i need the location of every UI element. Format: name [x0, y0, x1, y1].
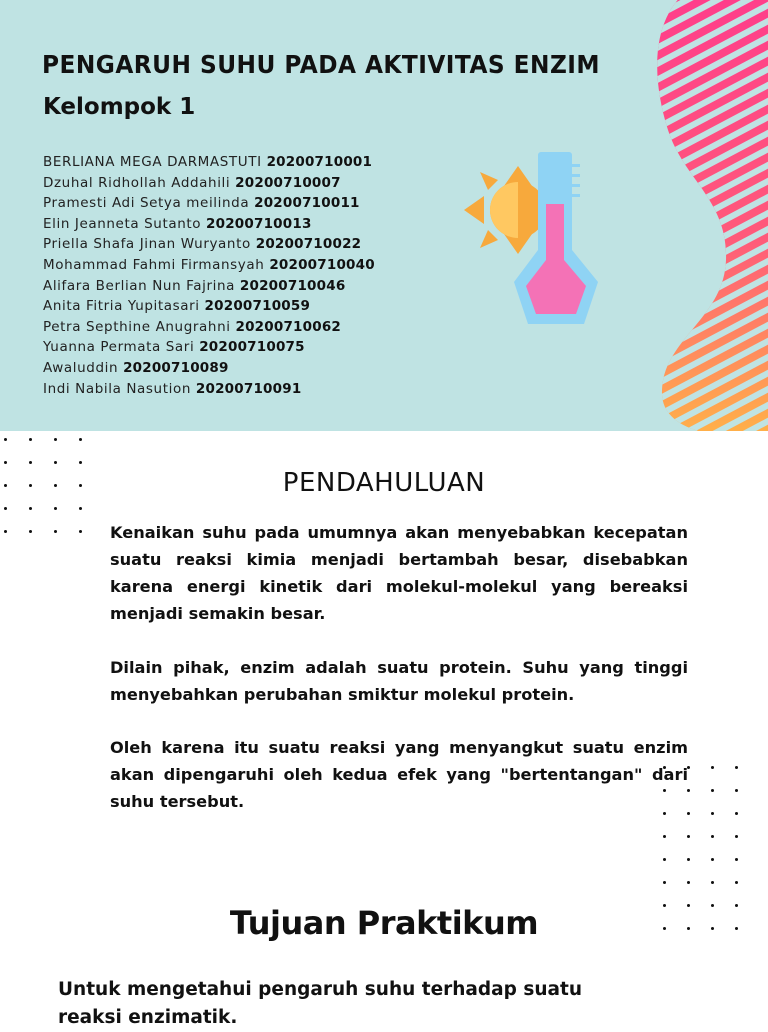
- dot: [711, 881, 714, 884]
- member-name: Alifara Berlian Nun Fajrina: [43, 277, 235, 294]
- member-nim: 20200710013: [206, 215, 312, 232]
- intro-paragraph: Dilain pihak, enzim adalah suatu protein. Suhu yang tinggi menyebahkan perubahan smiktur molekul protein.: [110, 658, 688, 704]
- dot: [79, 507, 82, 510]
- dot: [735, 835, 738, 838]
- member-nim: 20200710011: [254, 195, 360, 212]
- member-name: Mohammad Fahmi Firmansyah: [43, 256, 265, 273]
- goal-text: Untuk mengetahui pengaruh suhu terhadap suatu reaksi enzimatik.: [58, 979, 582, 1028]
- intro-heading: PENDAHULUAN: [282, 468, 486, 498]
- member-name: BERLIANA MEGA DARMASTUTI: [43, 154, 262, 170]
- member-item: [43, 234, 375, 255]
- dot: [4, 530, 7, 533]
- dot: [4, 507, 7, 510]
- dot: [79, 438, 82, 441]
- dot: [29, 461, 32, 464]
- dot: [79, 461, 82, 464]
- dot: [735, 858, 738, 861]
- member-name: Anita Fitria Yupitasari: [43, 298, 200, 315]
- member-nim: 20200710089: [123, 359, 229, 376]
- member-item: [43, 276, 375, 297]
- member-item: [43, 358, 375, 379]
- member-item: [43, 173, 375, 194]
- member-nim: 20200710040: [269, 256, 375, 273]
- dot: [711, 812, 714, 815]
- goal-heading: Tujuan Praktikum: [229, 904, 539, 942]
- dot: [79, 530, 82, 533]
- member-item: [43, 337, 375, 358]
- dot: [29, 530, 32, 533]
- intro-paragraph: Oleh karena itu suatu reaksi yang menyangkut suatu enzim akan dipengaruhi oleh kedua efek yang "bertentangan" dari suhu tersebut.: [110, 738, 688, 811]
- dot: [54, 530, 57, 533]
- dot: [711, 789, 714, 792]
- member-nim: 20200710001: [266, 154, 373, 170]
- dot: [54, 461, 57, 464]
- dot: [735, 812, 738, 815]
- dot: [687, 858, 690, 861]
- dot: [711, 835, 714, 838]
- member-name: Dzuhal Ridhollah Addahili: [43, 174, 231, 191]
- dot: [711, 858, 714, 861]
- dot: [54, 438, 57, 441]
- dot: [29, 507, 32, 510]
- intro-paragraph: Kenaikan suhu pada umumnya akan menyebabkan kecepatan suatu reaksi kimia menjadi bertambah besar, disebabkan karena energi kinetik dari molekul-molekul yang bereaksi menjadi semakin besar.: [110, 523, 688, 623]
- member-list: [43, 152, 375, 399]
- member-item: [43, 255, 375, 276]
- thermometer-icon: [462, 150, 604, 330]
- member-item: [43, 193, 375, 214]
- member-item: [43, 317, 375, 338]
- member-name: Yuanna Permata Sari: [43, 339, 195, 356]
- member-name: Pramesti Adi Setya meilinda: [43, 195, 250, 212]
- dot: [29, 438, 32, 441]
- group-name: Kelompok 1: [43, 94, 196, 120]
- member-item: [43, 214, 375, 235]
- dot: [663, 858, 666, 861]
- member-name: Elin Jeanneta Sutanto: [43, 215, 202, 232]
- dot: [735, 766, 738, 769]
- member-name: Indi Nabila Nasution: [43, 380, 191, 397]
- member-item: [43, 296, 375, 317]
- dot: [663, 835, 666, 838]
- dot: [735, 881, 738, 884]
- dot: [711, 766, 714, 769]
- member-nim: 20200710075: [199, 339, 305, 356]
- member-nim: 20200710059: [204, 298, 311, 315]
- member-name: Priella Shafa Jinan Wuryanto: [43, 236, 251, 253]
- member-nim: 20200710062: [235, 318, 342, 335]
- dot: [735, 789, 738, 792]
- dot: [4, 461, 7, 464]
- member-name: Awaluddin: [43, 359, 119, 376]
- dot: [54, 507, 57, 510]
- dot: [663, 881, 666, 884]
- member-nim: 20200710046: [239, 277, 346, 294]
- dot: [687, 881, 690, 884]
- member-nim: 20200710091: [195, 380, 302, 397]
- member-nim: 20200710007: [235, 174, 341, 191]
- member-nim: 20200710022: [255, 236, 362, 253]
- cover-header: [0, 0, 768, 431]
- dot: [4, 438, 7, 441]
- member-name: Petra Septhine Anugrahni: [43, 318, 231, 335]
- member-item: [43, 379, 375, 400]
- member-item: [43, 152, 375, 173]
- dot: [687, 835, 690, 838]
- page-title: PENGARUH SUHU PADA AKTIVITAS ENZIM: [42, 50, 600, 79]
